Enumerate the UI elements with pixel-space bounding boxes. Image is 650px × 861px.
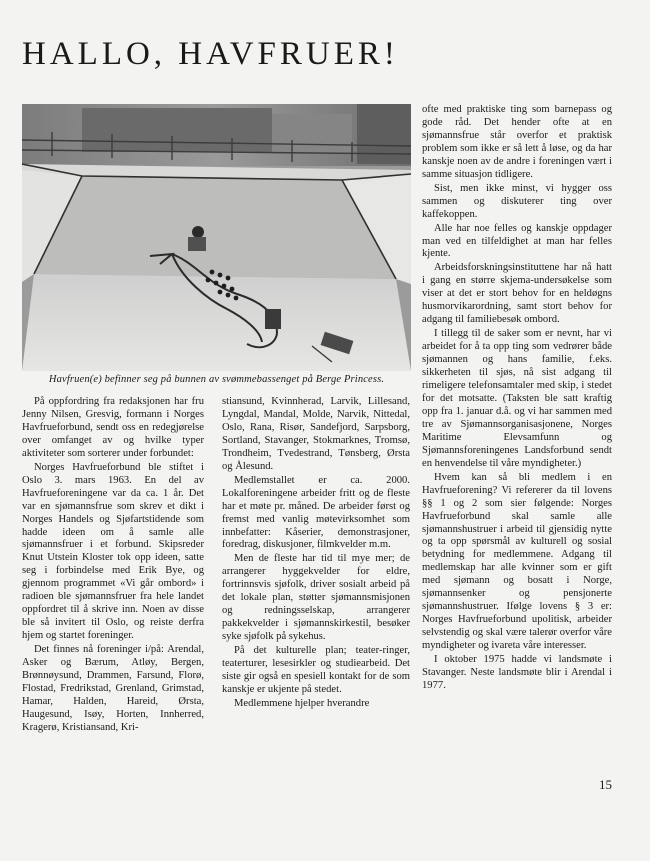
paragraph: I tillegg til de saker som er nevnt, har vi arbeidet for å ta opp ting som vedrører både sjømannen og hans familie, f.eks. sikkerheten til sjøs, nå sist adgang til rimeligere telefonsamtaler med skip, i stedet for det motsatte. (Taksten ble satt kraftig opp fra 1. januar d.å. og vi har sammen med tre av Sjømannsorganisasjonene, Norges Maritime Elevsamfunn og Sjømannsforeningenes Landsforbund sendt en henvendelse til våre myndigheter.): [422, 328, 612, 469]
paragraph: Men de fleste har tid til mye mer; de arrangerer hyggekvelder for eldre, fortrinnsvis sjøfolk, driver sosialt arbeid på det lokale plan, støtter sjømannsmisjonen og redningsselskap, arrangerer pakkekvelder i sjømannskirkestil, besøker syke sjøfolk på sykehus.: [222, 553, 410, 643]
paragraph: Medlemmene hjelper hverandre: [234, 697, 370, 709]
paragraph: Sist, men ikke minst, vi hygger oss sammen og diskuterer ting over kaffekoppen.: [422, 182, 612, 220]
paragraph: På oppfordring fra redaksjonen har fru Jenny Nilsen, Gresvig, formann i Norges Havfrueforbund, sendt oss en redegjørelse over omfanget av og hvilke typer aktiviteter som sorterer under forbundet:: [22, 396, 204, 459]
text-column-2: [222, 396, 410, 836]
photo-caption: Havfruen(e) befinner seg på bunnen av svømmebassenget på Berge Princess.: [48, 374, 385, 385]
text-column-3: [422, 104, 612, 774]
paragraph: Medlemstallet er ca. 2000. Lokalforeningene arbeider fritt og de fleste har et møte pr. måned. De arbeider først og fremst med vanlig møtevirksomhet som innbefatter: Kåserier, demonstrasjoner, foredrag, diskusjoner, filmkvelder m.m.: [222, 474, 410, 551]
paragraph: ofte med praktiske ting som barnepass og gode råd. Det hender ofte at en sjømannsfrue står overfor et praktisk problem som ikke er så lett å løse, og da har kanskje noen av de andre i foreningen vært i samme situasjon tidligere.: [422, 104, 612, 180]
paragraph: Det finnes nå foreninger i/på: Arendal, Asker og Bærum, Atløy, Bergen, Brønnøysund, Drammen, Farsund, Florø, Flostad, Fredrikstad, Grenland, Grimstad, Hamar, Halden, Hareid, Ørsta, Haugesund, Isøy, Horten, Innherred, Kragerø, Kristiansand, Kri-: [22, 644, 204, 733]
paragraph: Norges Havfrueforbund ble stiftet i Oslo 3. mars 1963. En del av Havfrueforeningene var da ca. 1 år. Det var en sjømannsfrue som skrev et dikt i Norges Handels og Sjøfartstidende som hadde ideen om å samle alle sjømannsfruer i et forbund. Skipsreder Knut Utstein Kloster tok opp ideen, satte seg i forbindelse med Erik Bye, og gjennom programmet «Vi går ombord» i radioen ble sjømannsfruer fra hele landet oppfordret til å skrive inn. Noen av disse ble så invitert til Oslo, og reiste derfra hjem og startet foreninger.: [22, 461, 204, 642]
paragraph: I oktober 1975 hadde vi landsmøte i Stavanger. Neste landsmøte blir i Arendal i 1977.: [422, 654, 612, 691]
paragraph: På det kulturelle plan; teater-ringer, teaterturer, lesesirkler og studiearbeid. Det siste gir også en spesiell kontakt for de som kanskje er ukjente på stedet.: [222, 645, 410, 695]
swimming-pool-photo: [22, 104, 411, 371]
paragraph: stiansund, Kvinnherad, Larvik, Lillesand, Lyngdal, Mandal, Molde, Narvik, Nittedal, Oslo, Rana, Risør, Sandefjord, Sarpsborg, Sortland, Stavanger, Stokmarknes, Tromsø, Trondheim, Tvedestrand, Tønsberg, Ørsta og Ålesund.: [222, 396, 410, 472]
page-number: 15: [599, 777, 612, 792]
article-title: HALLO, HAVFRUER!: [22, 36, 399, 72]
paragraph: Hvem kan så bli medlem i en Havfrueforening? Vi refererer da til lovens §§ 1 og 2 som sier følgende: Norges Havfrueforbund skal samle alle sjømannshustruer i arbeid til gjensidig nytte og ta opp spørsmål av kulturell og sosial betydning for medlemmene. Adgang til medlemskap har alle kvinner som er gift med sjømann og bosatt i Norge, sjømannsenker og pensjonerte sjømannshustruer. Ifølge lovens § 3 er: Norges Havfrueforbund upolitisk, arbeider selvstendig og skal være talerør overfor våre myndigheter og ivareta våre interesser.: [422, 471, 612, 652]
text-column-1: [22, 396, 204, 836]
paragraph: Alle har noe felles og kanskje oppdager man ved en tilfeldighet at man har felles kjente.: [422, 222, 612, 260]
paragraph: Arbeidsforskningsinstituttene har nå hatt i gang en større skjema-undersøkelse som viser at det er stort behov for en heldøgns husmorvikarordning, samt stort behov for adgang til familiebesøk ombord.: [422, 262, 612, 326]
